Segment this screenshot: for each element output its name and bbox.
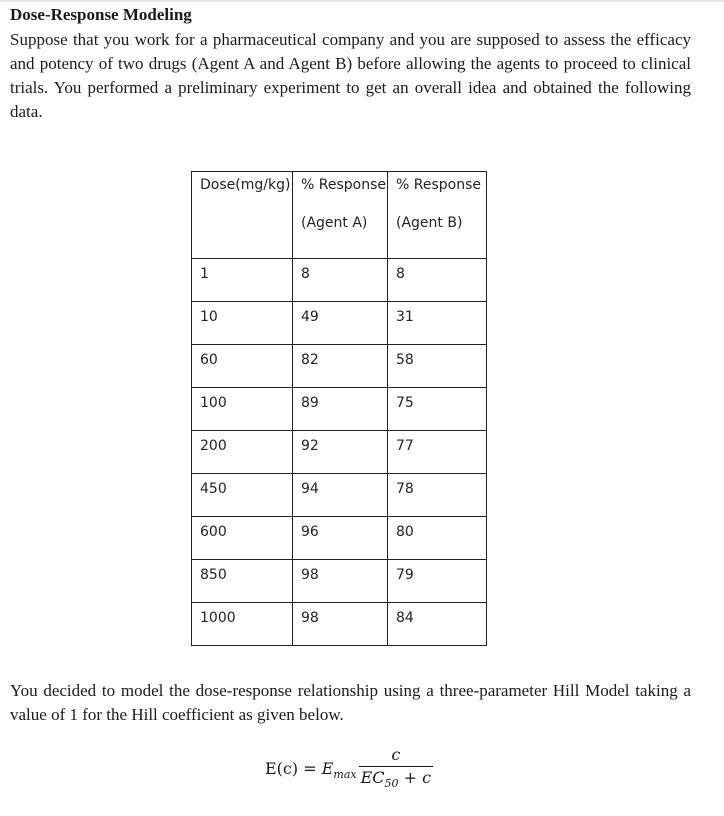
agent-a-cell: 8: [293, 259, 388, 302]
table-row: [192, 345, 487, 388]
header-line: % Response: [301, 177, 386, 193]
agent-a-cell: 89: [293, 388, 388, 431]
dose-cell: 600: [192, 517, 293, 560]
equation-fraction: [359, 746, 433, 794]
emax-subscript: max: [333, 768, 357, 782]
agent-b-cell: 78: [388, 474, 487, 517]
dose-cell: 1000: [192, 603, 293, 646]
agent-b-cell: 58: [388, 345, 487, 388]
intro-paragraph: Suppose that you work for a pharmaceutical company and you are supposed to assess the efficacy and potency of two drugs (Agent A and Agent B) before allowing the agents to proceed to clinical trials. You performed a preliminary experiment to get an overall idea and obtained the following data.: [10, 30, 691, 121]
column-header-dose: [192, 172, 293, 259]
equation-numerator: c: [391, 744, 401, 764]
column-header-agent-a: [293, 172, 388, 259]
dose-cell: 100: [192, 388, 293, 431]
agent-a-cell: 92: [293, 431, 388, 474]
denominator-tail: + c: [398, 767, 432, 787]
table-row: [192, 603, 487, 646]
dose-cell: 450: [192, 474, 293, 517]
agent-a-cell: 94: [293, 474, 388, 517]
top-divider: [0, 0, 724, 2]
table-row: [192, 474, 487, 517]
table-header-row: [192, 172, 487, 259]
header-subline: (Agent A): [301, 215, 368, 231]
ec50-subscript: 50: [384, 777, 399, 791]
table-row: [192, 431, 487, 474]
dose-response-table: [191, 171, 487, 646]
table-body: [192, 259, 487, 646]
ec50-symbol: EC: [360, 767, 385, 787]
dose-cell: 200: [192, 431, 293, 474]
agent-b-cell: 80: [388, 517, 487, 560]
dose-cell: 10: [192, 302, 293, 345]
agent-a-cell: 98: [293, 560, 388, 603]
emax-symbol: E: [321, 758, 334, 778]
dose-cell: 850: [192, 560, 293, 603]
column-header-agent-b: [388, 172, 487, 259]
agent-a-cell: 96: [293, 517, 388, 560]
agent-a-cell: 82: [293, 345, 388, 388]
dose-cell: 60: [192, 345, 293, 388]
table-row: [192, 517, 487, 560]
agent-b-cell: 79: [388, 560, 487, 603]
agent-b-cell: 75: [388, 388, 487, 431]
equation-denominator: [359, 766, 433, 794]
agent-a-cell: 49: [293, 302, 388, 345]
header-line: % Response: [396, 177, 481, 193]
dose-cell: 1: [192, 259, 293, 302]
page-title: Dose-Response Modeling: [10, 5, 192, 24]
agent-b-cell: 31: [388, 302, 487, 345]
agent-b-cell: 8: [388, 259, 487, 302]
equation-left-side: E(c) =: [265, 758, 322, 778]
hill-equation: [265, 744, 433, 792]
table-row: [192, 388, 487, 431]
agent-b-cell: 77: [388, 431, 487, 474]
model-paragraph: You decided to model the dose-response relationship using a three-parameter Hill Model taking a value of 1 for the Hill coefficient as given below.: [10, 681, 691, 724]
equation-lhs: [265, 759, 357, 781]
table-row: [192, 302, 487, 345]
header-subline: (Agent B): [396, 215, 463, 231]
agent-a-cell: 98: [293, 603, 388, 646]
table-row: [192, 560, 487, 603]
header-line: Dose(mg/kg): [200, 177, 291, 193]
table-row: [192, 259, 487, 302]
agent-b-cell: 84: [388, 603, 487, 646]
